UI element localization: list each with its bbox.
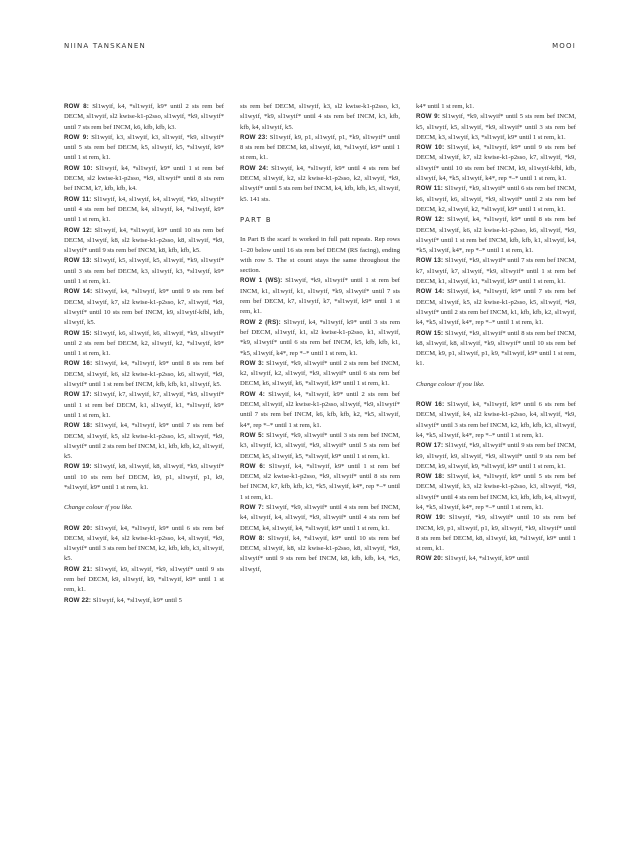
row-instructions: Sl1wyif, *k9, sl1wyif* until 2 sts rem bef INCM, k2, sl1wyif, k2, sl1wyif, *k9, sl1wyif* until 6 sts rem bef DECM, k6, sl1wyif, k6, *sl1wyif, k9* until 1 st rem, k1. [240, 359, 400, 388]
row-instructions: Sl1wyif, k4, *sl1wyif, k9* until 1 st rem bef DECM, sl2 kwise-k1-p2sso, *k9, sl1wyif* until 8 sts rem bef INCM, k7, kfb, kfb, k3, *k5, sl1wyif, k4*, rep *–* until 1 st rem, k1. [240, 462, 400, 501]
row-instructions: Sl1wyif, k4, *sl1wyif, k9* until 2 sts rem bef DECM, sl1wyif, sl2 kwise-k1-p2sso, sl1wyif, *k9, sl1wyif* until 7 sts rem bef INCM, k6, kfb, kfb, k2, *k5, sl1wyif, k4*, rep *–* until 1 st rem, k1. [240, 390, 400, 429]
row-label: ROW 2 (RS): [240, 318, 281, 326]
row-label: ROW 9: [64, 133, 89, 141]
row-label: ROW 24: [240, 164, 269, 172]
pattern-row [64, 390, 224, 421]
row-instructions: Sl1wyif, *k9, sl1wyif* until 9 sts rem bef INCM, k9, sl1wyif, k9, sl1wyif, *k9, sl1wyif* until 9 sts rem bef DECM, k9, sl1wyif, k9, *sl1wyif, k9* until 1 st rem, k1. [416, 442, 576, 470]
pattern-row [240, 534, 400, 575]
row-instructions: Sl1wyif, k4, *sl1wyif, k9* until 1 st rem bef DECM, sl2 kwise-k1-p2sso, *k9, sl1wyif* until 8 sts rem bef INCM, k7, kfb, kfb, k4. [64, 164, 224, 193]
pattern-row [64, 256, 224, 287]
row-instructions: Sl1wyif, k5, sl1wyif, k5, sl1wyif, *k9, sl1wyif* until 3 sts rem bef DECM, k3, sl1wyif, k3, *sl1wyif, k9* until 1 st rem, k1. [64, 257, 224, 286]
row-label: ROW 17: [416, 442, 444, 450]
pattern-row [64, 421, 224, 462]
row-instructions: Sl1wyif, k4, *sl1wyif, k9* until 7 sts rem bef DECM, sl1wyif, k5, sl2 kwise-k1-p2sso, k5, sl1wyif, *k9, sl1wyif* until 2 sts rem bef INCM, k1, kfb, kfb, k2, sl1wyif, k5. [64, 422, 224, 461]
row-instructions: Sl1wyif, *k9, sl1wyif* until 5 sts rem bef INCM, k5, sl1wyif, k5, sl1wyif, *k9, sl1wyif* until 3 sts rem bef DECM, k3, sl1wyif, k3, *sl1wyif, k9* until 1 st rem, k1. [416, 113, 576, 141]
row-label: ROW 6: [240, 462, 266, 470]
pattern-row [240, 359, 400, 390]
text-column-1 [64, 102, 224, 606]
section-heading: PART B [240, 215, 272, 224]
pattern-row [416, 215, 576, 256]
row-instructions: k4* until 1 st rem, k1. [416, 103, 475, 110]
row-label: ROW 16: [416, 401, 445, 409]
row-label: ROW 12: [64, 226, 93, 234]
pattern-row [240, 276, 400, 317]
paragraph [240, 102, 400, 133]
row-label: ROW 7: [240, 503, 264, 511]
row-instructions: Sl1wyif, k4, *sl1wyif, k9* until 8 sts rem bef DECM, sl1wyif, k6, sl2 kwise-k1-p2sso, k6, sl1wyif, *k9, sl1wyif* until 1 st rem bef INCM, kfb, kfb, k1, sl1wyif, k5. [64, 360, 224, 389]
row-instructions: Sl1wyif, *k9, sl1wyif* until 6 sts rem bef INCM, k6, sl1wyif, k6, sl1wyif, *k9, sl1wyif* until 2 sts rem bef DECM, k2, sl1wyif, k2, *sl1wyif, k9* until 1 st rem, k1. [416, 185, 576, 213]
row-label: ROW 8: [240, 534, 265, 542]
colour-change-note: Change colour if you like. [416, 380, 485, 388]
row-label: ROW 3: [240, 359, 264, 367]
row-label: ROW 20: [416, 555, 444, 563]
running-header-author: NIINA TANSKANEN [64, 42, 146, 50]
pattern-row [416, 554, 576, 564]
text-column-2 [240, 102, 400, 575]
row-instructions: Sl1wyif, k4, *sl1wyif, k9* until 7 sts rem bef DECM, sl1wyif, k5, sl2 kwise-k1-p2sso, k5, sl1wyif, *k9, sl1wyif* until 2 sts rem bef INCM, k1, kfb, kfb, k2, sl1wyif, k4, *k5, sl1wyif, k4*, rep *–* until 1 st rem, k1. [416, 288, 576, 327]
row-instructions: Sl1wyif, k4, *sl1wyif, k9* until 8 sts rem bef DECM, sl1wyif, k6, sl2 kwise-k1-p2sso, k6, sl1wyif, *k9, sl1wyif* until 1 st rem bef INCM, kfb, kfb, k1, sl1wyif, k4, *k5, sl1wyif, k4*, rep *–* until 1 st rem, k1. [416, 216, 576, 255]
pattern-row [416, 184, 576, 215]
pattern-row [64, 164, 224, 195]
row-label: ROW 8: [64, 103, 90, 110]
row-instructions: Sl1wyif, k4, *sl1wyif, k9* until 9 sts rem bef DECM, sl1wyif, k7, sl2 kwise-k1-p2sso, k7, sl1wyif, *k9, sl1wyif* until 10 sts rem bef INCM, k9, sl1wyif-kfbl, kfb, sl1wyif, k5. [64, 288, 224, 327]
row-label: ROW 19: [416, 514, 446, 522]
row-instructions: Sl1wyif, k8, sl1wyif, k8, sl1wyif, *k9, sl1wyif* until 10 sts rem bef DECM, k9, p1, sl1wyif, p1, k9, *sl1wyif, k9* until 1 st rem, k1. [64, 463, 224, 491]
pattern-row [416, 287, 576, 328]
pattern-row [64, 329, 224, 360]
row-instructions: sts rem bef DECM, sl1wyif, k3, sl2 kwise-k1-p2sso, k3, sl1wyif, *k9, sl1wyif* until 4 sts rem bef INCM, k3, kfb, kfb, k4, sl1wyif, k5. [240, 103, 400, 131]
row-instructions: Sl1wyif, k4, *sl1wyif, k9* until 2 sts rem bef DECM, sl1wyif, sl2 kwise-k1-p2sso, sl1wyif, *k9, sl1wyif* until 7 sts rem bef INCM, k6, kfb, kfb, k3. [64, 103, 224, 131]
row-instructions: Sl1wyif, k4, *sl1wyif, k9* until 4 sts rem bef DECM, sl1wyif, k2, sl2 kwise-k1-p2sso, k2, sl1wyif, *k9, sl1wyif* until 5 sts rem bef INCM, k4, kfb, kfb, k5, sl1wyif, k5. 141 sts. [240, 164, 400, 203]
row-label: ROW 14: [64, 288, 93, 296]
pattern-row [416, 472, 576, 513]
row-instructions: Sl1wyif, k3, sl1wyif, k3, sl1wyif, *k9, sl1wyif* until 5 sts rem bef DECM, k5, sl1wyif, k5, *sl1wyif, k9* until 1 st rem, k1. [64, 133, 224, 162]
row-label: ROW 17: [64, 391, 92, 399]
pattern-row [64, 287, 224, 328]
row-label: ROW 13: [416, 257, 444, 265]
row-label: ROW 19: [64, 463, 92, 471]
pattern-row [240, 133, 400, 164]
row-instructions: Sl1wyif, *k9, sl1wyif* until 1 st rem bef INCM, k1, sl1wyif, k1, sl1wyif, *k9, sl1wyif* until 7 sts rem bef DECM, k7, sl1wyif, k7, *sl1wyif, k9* until 1 st rem, k1. [240, 277, 400, 316]
pattern-row [240, 164, 400, 205]
row-instructions: Sl1wyif, k4, *sl1wyif, k9* until 5 [92, 596, 182, 604]
pattern-row [64, 462, 224, 493]
row-instructions: Sl1wyif, *k9, sl1wyif* until 10 sts rem bef INCM, k9, p1, sl1wyif, p1, k9, sl1wyif, *k9, sl1wyif* until 8 sts rem bef DECM, k8, sl1wyif, k8, *sl1wyif, k9* until 1 st rem, k1. [416, 514, 576, 553]
row-instructions: Sl1wyif, k4, *sl1wyif, k9* until 6 sts rem bef DECM, sl1wyif, k4, sl2 kwise-k1-p2sso, k4, sl1wyif, *k9, sl1wyif* until 3 sts rem bef INCM, k2, kfb, kfb, k3, sl1wyif, k4, *k5, sl1wyif, k4*, rep *–* until 1 st rem, k1. [416, 401, 576, 439]
pattern-row [416, 143, 576, 184]
pattern-row [416, 256, 576, 287]
pattern-row [64, 226, 224, 257]
row-label: ROW 14: [416, 288, 445, 296]
pattern-row [64, 596, 224, 606]
row-label: ROW 22: [64, 596, 92, 604]
row-instructions: Sl1wyif, *k9, sl1wyif* until 4 sts rem bef INCM, k4, sl1wyif, k4, sl1wyif, *k9, sl1wyif* until 4 sts rem bef DECM, k4, sl1wyif, k4, *sl1wyif, k9* until 1 st rem, k1. [240, 503, 400, 532]
pattern-row [64, 195, 224, 226]
pattern-row [416, 441, 576, 472]
pattern-row [240, 431, 400, 462]
pattern-row [416, 112, 576, 143]
row-instructions: Sl1wyif, k7, sl1wyif, k7, sl1wyif, *k9, sl1wyif* until 1 st rem bef DECM, k1, sl1wyif, k1, *sl1wyif, k9* until 1 st rem, k1. [64, 391, 224, 419]
row-label: ROW 18: [64, 422, 93, 430]
row-instructions: Sl1wyif, k4, sl1wyif, k4, sl1wyif, *k9, sl1wyif* until 4 sts rem bef DECM, k4, sl1wyif, k4, *sl1wyif, k9* until 1 st rem, k1. [64, 195, 224, 224]
row-instructions: Sl1wyif, *k9, sl1wyif* until 8 sts rem bef INCM, k8, sl1wyif, k8, sl1wyif, *k9, sl1wyif* until 10 sts rem bef DECM, k9, p1, sl1wyif, p1, k9, *sl1wyif, k9* until 1 st rem, k1. [416, 329, 576, 368]
row-label: ROW 18: [416, 473, 445, 481]
row-instructions: Sl1wyif, k4, *sl1wyif, k9* until [444, 555, 529, 563]
row-instructions: Sl1wyif, k9, p1, sl1wyif, p1, *k9, sl1wyif* until 8 sts rem bef DECM, k8, sl1wyif, k8, *sl1wyif, k9* until 1 st rem, k1. [240, 133, 400, 162]
row-instructions: In Part B the scarf is worked in full patt repeats. Rep rows 1–20 below until 16 sts rem bef DECM (RS facing), ending with row 5. The st count stays the same throughout the section. [240, 236, 400, 275]
pattern-row [240, 318, 400, 359]
text-column-3 [416, 102, 576, 565]
pattern-row [64, 359, 224, 390]
row-instructions: Sl1wyif, k4, *sl1wyif, k9* until 10 sts rem bef DECM, sl1wyif, k8, sl2 kwise-k1-p2sso, k8, sl1wyif, *k9, sl1wyif* until 9 sts rem bef INCM, k8, kfb, kfb, k5. [64, 226, 224, 255]
pattern-row [240, 503, 400, 534]
row-instructions: Sl1wyif, *k9, sl1wyif* until 3 sts rem bef INCM, k3, sl1wyif, k3, sl1wyif, *k9, sl1wyif* until 5 sts rem bef DECM, k5, sl1wyif, k5, *sl1wyif, k9* until 1 st rem, k1. [240, 431, 400, 460]
running-header-title: MOOI [552, 42, 576, 50]
pattern-row [240, 462, 400, 503]
row-label: ROW 16: [64, 360, 93, 368]
row-label: ROW 13: [64, 257, 92, 265]
row-label: ROW 15: [416, 329, 444, 337]
row-instructions: Sl1wyif, k4, *sl1wyif, k9* until 9 sts rem bef DECM, sl1wyif, k7, sl2 kwise-k1-p2sso, k7, sl1wyif, *k9, sl1wyif* until 10 sts rem bef INCM, k9, sl1wyif-kfbl, kfb, sl1wyif, k4, *k5, sl1wyif, k4*, rep *–* until 1 st rem, k1. [416, 144, 576, 183]
row-label: ROW 4: [240, 390, 266, 398]
pattern-row [64, 565, 224, 596]
row-label: ROW 15: [64, 329, 92, 337]
paragraph [416, 102, 576, 112]
pattern-row [64, 524, 224, 565]
pattern-row [64, 133, 224, 164]
row-instructions: Sl1wyif, k9, sl1wyif, *k9, sl1wyif* until 9 sts rem bef DECM, k9, sl1wyif, k9, *sl1wyif, k9* until 1 st rem, k1. [64, 565, 224, 594]
colour-change-note: Change colour if you like. [64, 504, 133, 512]
row-label: ROW 10: [416, 144, 445, 152]
pattern-row [416, 400, 576, 441]
row-label: ROW 11: [416, 185, 443, 193]
row-label: ROW 21: [64, 565, 93, 573]
row-instructions: Sl1wyif, k4, *sl1wyif, k9* until 3 sts rem bef DECM, sl1wyif, k1, sl2 kwise-k1-p2sso, k1, sl1wyif, *k9, sl1wyif* until 6 sts rem bef INCM, k5, kfb, kfb, k1, *k5, sl1wyif, k4*, rep *–* until 1 st rem, k1. [240, 318, 401, 357]
row-instructions: Sl1wyif, k6, sl1wyif, k6, sl1wyif, *k9, sl1wyif* until 2 sts rem bef DECM, k2, sl1wyif, k2, *sl1wyif, k9* until 1 st rem, k1. [64, 329, 224, 358]
row-instructions: Sl1wyif, k4, *sl1wyif, k9* until 6 sts rem bef DECM, sl1wyif, k4, sl2 kwise-k1-p2sso, k4, sl1wyif, *k9, sl1wyif* until 3 sts rem bef INCM, k2, kfb, kfb, k3, sl1wyif, k5. [64, 524, 224, 563]
pattern-row [416, 329, 576, 370]
paragraph [240, 235, 400, 276]
row-label: ROW 9: [416, 113, 440, 121]
row-instructions: Sl1wyif, k4, *sl1wyif, k9* until 10 sts rem bef DECM, sl1wyif, k8, sl2 kwise-k1-p2sso, k8, sl1wyif, *k9, sl1wyif* until 9 sts rem bef INCM, k8, kfb, kfb, k4, *k5, sl1wyif, [240, 534, 400, 573]
pattern-row [64, 102, 224, 133]
row-label: ROW 23: [240, 133, 268, 141]
row-label: ROW 20: [64, 524, 93, 532]
row-label: ROW 1 (WS): [240, 277, 283, 285]
row-label: ROW 12: [416, 216, 445, 224]
row-instructions: Sl1wyif, k4, *sl1wyif, k9* until 5 sts rem bef DECM, sl1wyif, k3, sl2 kwise-k1-p2sso, k3, sl1wyif, *k9, sl1wyif* until 4 sts rem bef INCM, k3, kfb, kfb, k4, sl1wyif, k4, *k5, sl1wyif, k4*, rep *–* until 1 st rem, k1. [416, 473, 576, 511]
row-label: ROW 10: [64, 164, 93, 172]
row-label: ROW 11: [64, 195, 92, 203]
pattern-row [416, 513, 576, 554]
row-instructions: Sl1wyif, *k9, sl1wyif* until 7 sts rem bef INCM, k7, sl1wyif, k7, sl1wyif, *k9, sl1wyif* until 1 st rem bef DECM, k1, sl1wyif, k1, *sl1wyif, k9* until 1 st rem, k1. [416, 257, 576, 286]
row-label: ROW 5: [240, 431, 264, 439]
pattern-row [240, 390, 400, 431]
